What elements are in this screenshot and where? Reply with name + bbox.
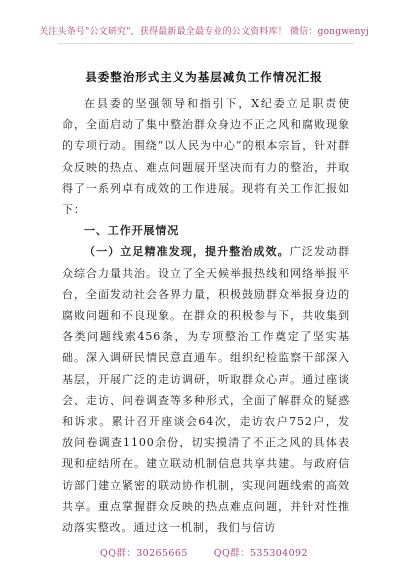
section-heading: 一、工作开展情况: [84, 224, 180, 238]
footer-bar: [0, 545, 408, 559]
footer-qq-group-2: QQ群：535304092: [213, 548, 308, 559]
intro-paragraph: 在县委的坚强领导和指引下，X纪委立足职责使命，全面启动了集中整治群众身边不正之风和腐败现象的专项行动。围绕“以人民为中心”的根本宗旨，针对群众反映的热点、难点问题展开坚决而有力的整治，并取得了一系列卓有成效的工作进展。现将有关工作汇报如下：: [62, 97, 350, 217]
subsection-text: 广泛发动群众综合力量共治。设立了全天候举报热线和网络举报平台，全面发动社会各界力量，积极鼓励群众举报身边的腐败问题和不良现象。在群众的积极参与下，共收集到各类问题线索456条，为专项整治工作奠定了坚实基础。深入调研民情民意直通车。组织纪检监察干部深入基层，开展广泛的走访调研，听取群众心声。通过座谈会、走访、问卷调查等多种形式，全面了解群众的疑惑和诉求。累计召开座谈会64次，走访农户752户，发放问卷调查1100余份，切实摸清了不正之风的具体表现和症结所在。建立联动机制信息共享共建。与政府信访部门建立紧密的联动协作机制，实现问题线索的高效共享。重点掌握群众反映的热点难点问题，并针对性推动落实整改。通过这一机制，我们与信访: [62, 245, 351, 535]
footer-qq-group-1: QQ群：30265665: [100, 548, 188, 559]
subsection-paragraph: [62, 241, 350, 538]
header-banner: 关注头条号"公文研究"，获得最新最全最专业的公文资料库！ 微信：gongwenyj: [39, 27, 369, 37]
document-title: 县委整治形式主义为基层减负工作情况汇报: [85, 70, 323, 84]
document-body: [62, 93, 350, 538]
header-divider: [58, 43, 354, 44]
subsection-heading: （一）立足精准发现，提升整治成效。: [84, 245, 290, 259]
